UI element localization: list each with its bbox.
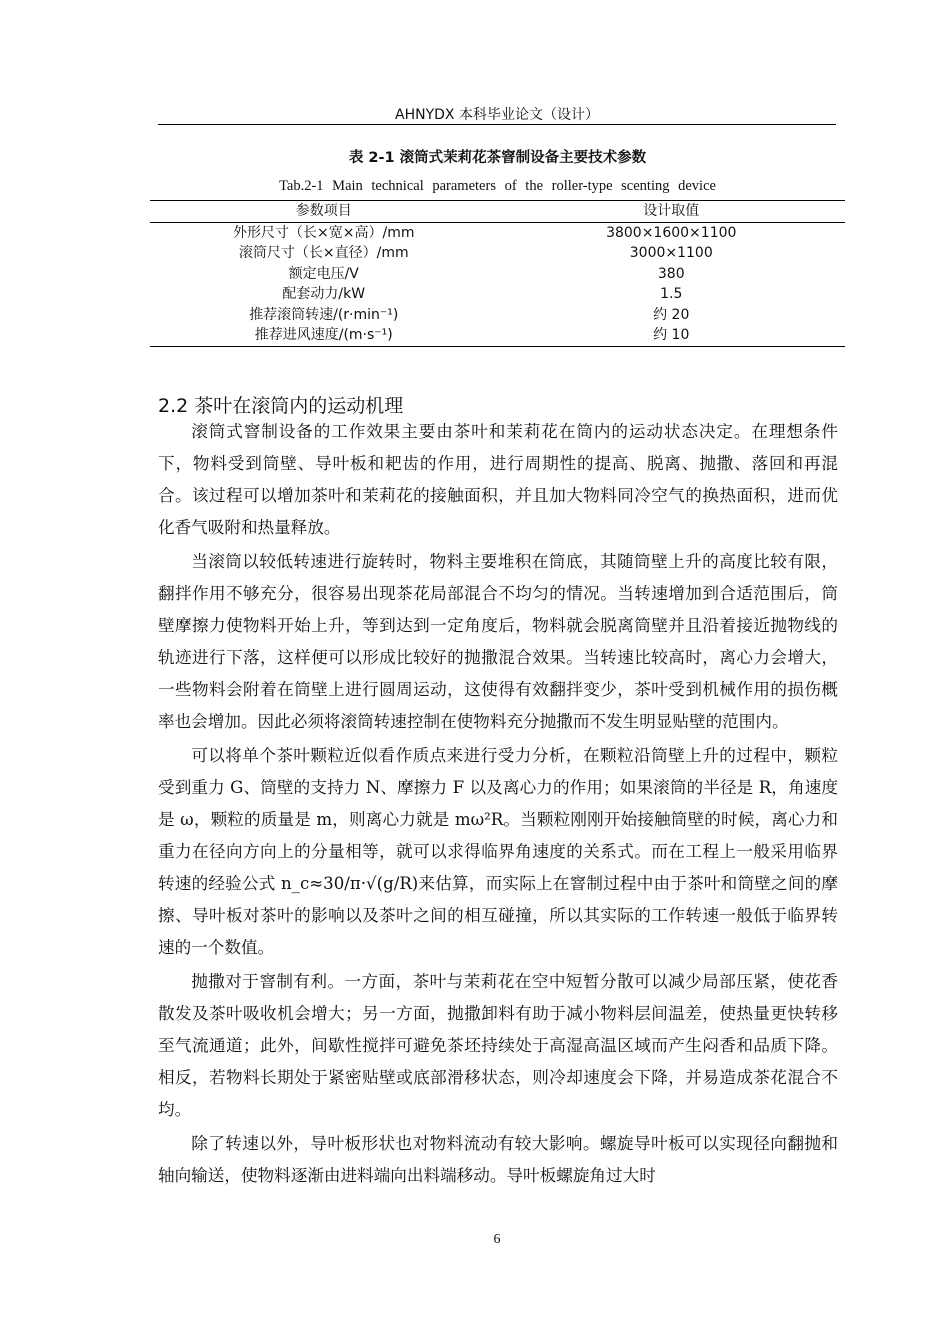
paragraph: 抛撒对于窨制有利。一方面，茶叶与茉莉花在空中短暂分散可以减少局部压紧，使花香散发及茶叶吸收机会增大；另一方面，抛撒卸料有助于减小物料层间温差，使热量更快转移至气流通道；此外，间歇性搅拌可避免茶坯持续处于高湿高温区域而产生闷香和品质下降。相反，若物料长期处于紧密贴壁或底部滑移状态，则冷却速度会下降，并易造成茶花混合不均。: [158, 972, 838, 1119]
parameter-value: 380: [657, 265, 685, 282]
paragraph: 滚筒式窨制设备的工作效果主要由茶叶和茉莉花在筒内的运动状态决定。在理想条件下，物料受到筒壁、导叶板和耙齿的作用，进行周期性的提高、脱离、抛撒、落回和再混合。该过程可以增加茶叶和茉莉花的接触面积，并且加大物料同冷空气的换热面积，进而优化香气吸附和热量释放。: [158, 422, 838, 537]
parameter-name: 外形尺寸（长×宽×高）/mm: [233, 224, 415, 241]
table-row: [150, 243, 845, 264]
table-row: [150, 305, 845, 326]
table-header-row: [150, 201, 845, 223]
paragraph: 除了转速以外，导叶板形状也对物料流动有较大影响。螺旋导叶板可以实现径向翻抛和轴向输送，使物料逐渐由进料端向出料端移动。导叶板螺旋角过大时: [158, 1134, 838, 1185]
parameter-value: 1.5: [660, 286, 683, 303]
paragraph: 当滚筒以较低转速进行旋转时，物料主要堆积在筒底，其随筒壁上升的高度比较有限，翻拌作用不够充分，很容易出现茶花局部混合不均匀的情况。当转速增加到合适范围后，筒壁摩擦力使物料开始上升，等到达到一定角度后，物料就会脱离筒壁并且沿着接近抛物线的轨迹进行下落，这样便可以形成比较好的抛撒混合效果。当转速比较高时，离心力会增大，一些物料会附着在筒壁上进行圆周运动，这使得有效翻拌变少，茶叶受到机械作用的损伤概率也会增加。因此必须将滚筒转速控制在使物料充分抛撒而不发生明显贴壁的范围内。: [158, 552, 838, 731]
section-heading: 2.2 茶叶在滚筒内的运动机理: [158, 394, 404, 417]
running-header: AHNYDX 本科毕业论文（设计）: [395, 107, 599, 123]
parameter-name: 额定电压/V: [288, 265, 359, 282]
table-row: [150, 264, 845, 285]
table-row: [150, 325, 845, 346]
parameter-value: 3000×1100: [629, 245, 713, 262]
page-number: 6: [493, 1232, 501, 1247]
header-rule: [158, 124, 836, 125]
body-text: [158, 416, 838, 1194]
table-row: [150, 222, 845, 243]
column-header-value: 设计取值: [643, 203, 700, 220]
parameter-value: 约 10: [653, 327, 690, 344]
parameter-name: 推荐进风速度/(m·s⁻¹): [254, 327, 393, 344]
parameter-value: 3800×1600×1100: [606, 224, 737, 241]
table-caption-cn: 表 2-1 滚筒式茉莉花茶窨制设备主要技术参数: [348, 150, 647, 166]
paragraph: 可以将单个茶叶颗粒近似看作质点来进行受力分析，在颗粒沿筒壁上升的过程中，颗粒受到重力 G、筒壁的支持力 N、摩擦力 F 以及离心力的作用；如果滚筒的半径是 R，角速度是 ω，颗粒的质量是 m，则离心力就是 mω²R。当颗粒刚刚开始接触筒壁的时候，离心力和重力在径向方向上的分量相等，就可以求得临界角速度的关系式。而在工程上一般采用临界转速的经验公式 n_c≈30/π·√(g/R)来估算，而实际上在窨制过程中由于茶叶和筒壁之间的摩擦、导叶板对茶叶的影响以及茶叶之间的相互碰撞，所以其实际的工作转速一般低于临界转速的一个数值。: [158, 746, 838, 957]
table-row: [150, 284, 845, 305]
table-caption-en: Tab.2-1 Main technical parameters of the roller-type scenting device: [279, 178, 716, 194]
parameter-value: 约 20: [653, 306, 690, 323]
parameter-name: 滚筒尺寸（长×直径）/mm: [238, 245, 409, 262]
column-header-parameter: 参数项目: [295, 203, 352, 220]
parameter-name: 配套动力/kW: [282, 286, 366, 303]
parameters-table: [150, 200, 845, 347]
parameter-name: 推荐滚筒转速/(r·min⁻¹): [249, 306, 399, 323]
